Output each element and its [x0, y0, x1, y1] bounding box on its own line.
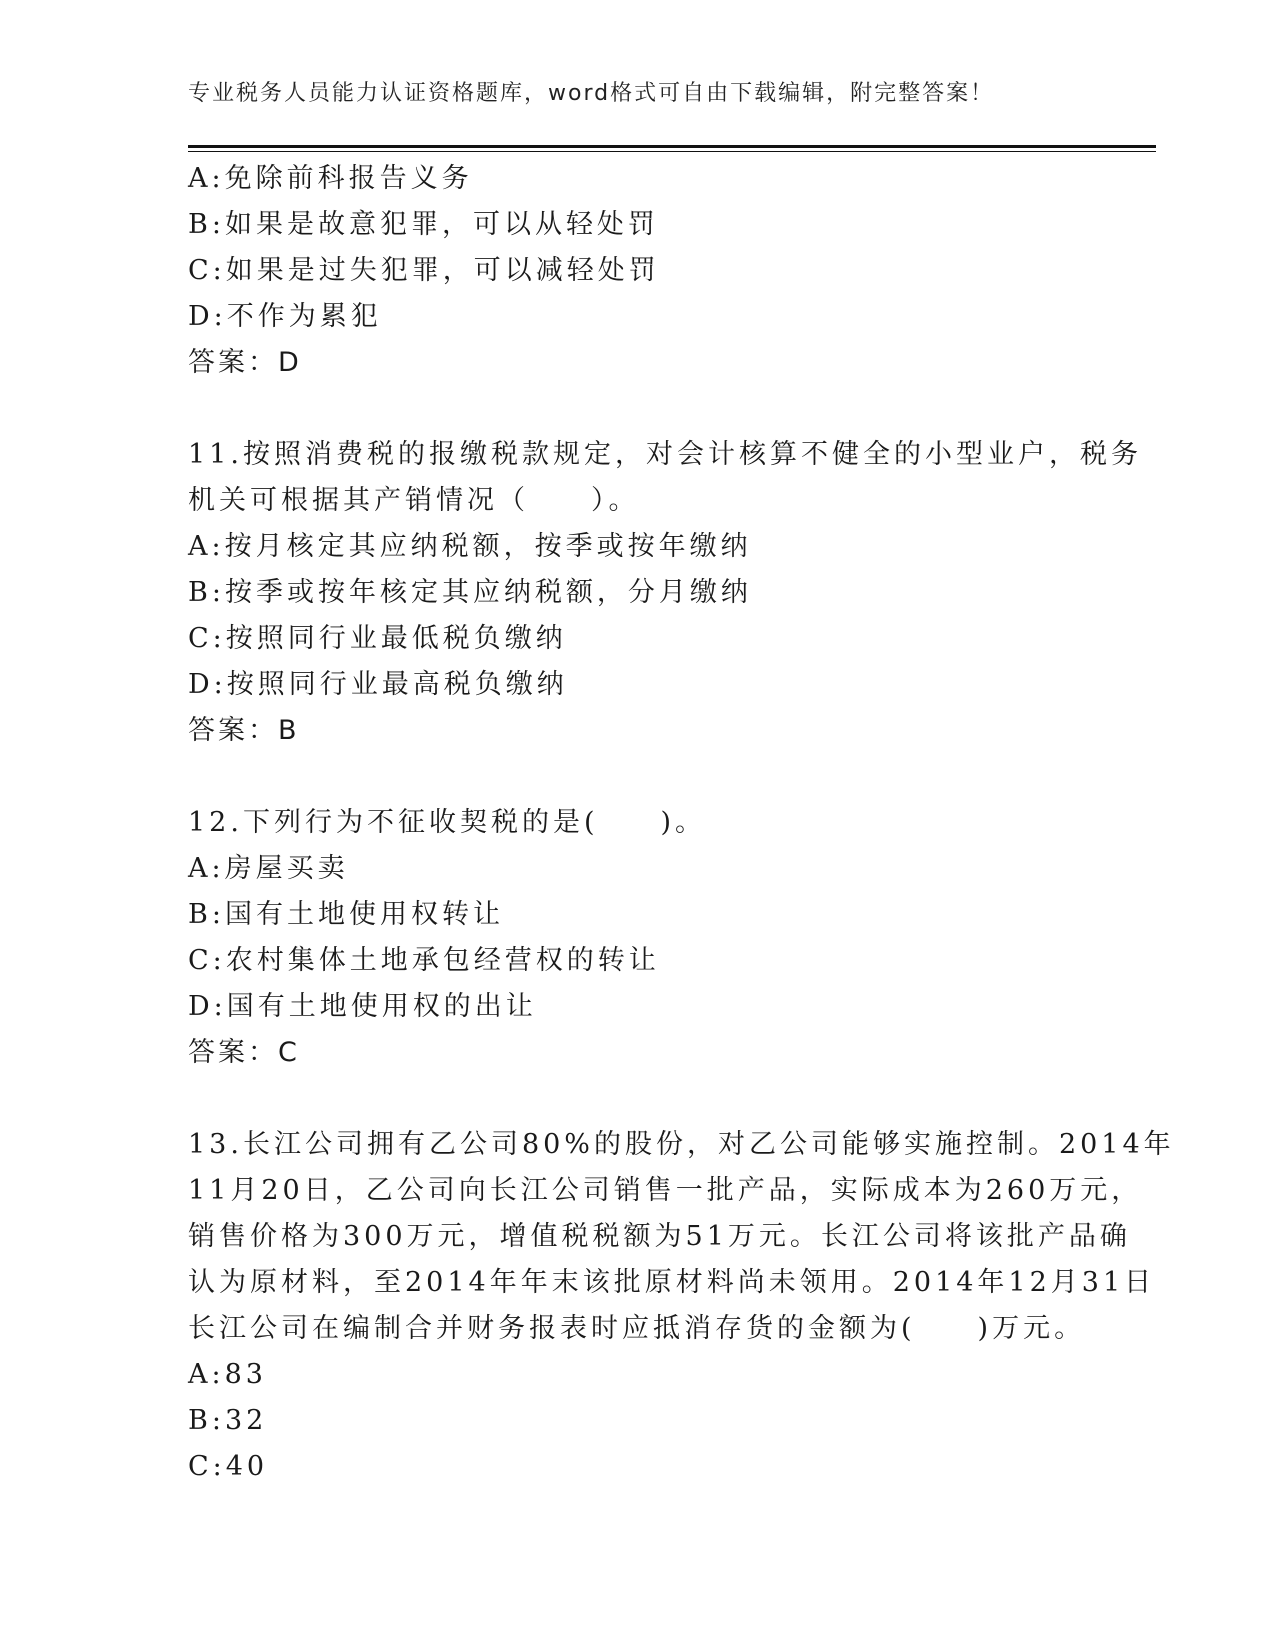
question-content [188, 156, 1175, 1490]
question-stem-line: 12.下列行为不征收契税的是( )。 [188, 807, 707, 838]
option-c: C:40 [188, 1451, 269, 1482]
option-b: B:按季或按年核定其应纳税额，分月缴纳 [188, 577, 752, 608]
question-stem-line: 13.长江公司拥有乙公司80%的股份，对乙公司能够实施控制。2014年 [188, 1129, 1175, 1160]
option-c: C:农村集体土地承包经营权的转让 [188, 945, 660, 976]
question-10 [188, 156, 1088, 386]
header-rule-thin [188, 151, 1156, 152]
question-13 [188, 1122, 1175, 1490]
option-a: A:房屋买卖 [188, 853, 349, 884]
answer: 答案：D [188, 347, 302, 378]
option-d: D:不作为累犯 [188, 301, 382, 332]
page-header: 专业税务人员能力认证资格题库，word格式可自由下载编辑，附完整答案！ [188, 81, 995, 106]
option-d: D:按照同行业最高税负缴纳 [188, 669, 568, 700]
question-stem-line: 11.按照消费税的报缴税款规定，对会计核算不健全的小型业户，税务 [188, 439, 1142, 470]
spacer [188, 1076, 1088, 1122]
question-stem-line: 机关可根据其产销情况（ ）。 [188, 485, 640, 516]
question-stem-line: 长江公司在编制合并财务报表时应抵消存货的金额为( )万元。 [188, 1313, 1086, 1344]
header-rule [188, 145, 1156, 148]
question-stem-line: 11月20日，乙公司向长江公司销售一批产品，实际成本为260万元， [188, 1175, 1143, 1206]
option-c: C:如果是过失犯罪，可以减轻处罚 [188, 255, 660, 286]
option-d: D:国有土地使用权的出让 [188, 991, 537, 1022]
option-b: B:32 [188, 1405, 268, 1436]
option-a: A:83 [188, 1359, 267, 1390]
spacer [188, 754, 1088, 800]
question-stem-line: 认为原材料，至2014年年末该批原材料尚未领用。2014年12月31日 [188, 1267, 1156, 1298]
answer: 答案：B [188, 715, 300, 746]
option-b: B:国有土地使用权转让 [188, 899, 504, 930]
question-11 [188, 432, 1142, 754]
question-12 [188, 800, 1088, 1076]
answer: 答案：C [188, 1037, 300, 1068]
option-b: B:如果是故意犯罪，可以从轻处罚 [188, 209, 659, 240]
spacer [188, 386, 1088, 432]
option-a: A:免除前科报告义务 [188, 163, 473, 194]
option-c: C:按照同行业最低税负缴纳 [188, 623, 567, 654]
question-stem-line: 销售价格为300万元，增值税税额为51万元。长江公司将该批产品确 [188, 1221, 1131, 1252]
option-a: A:按月核定其应纳税额，按季或按年缴纳 [188, 531, 752, 562]
